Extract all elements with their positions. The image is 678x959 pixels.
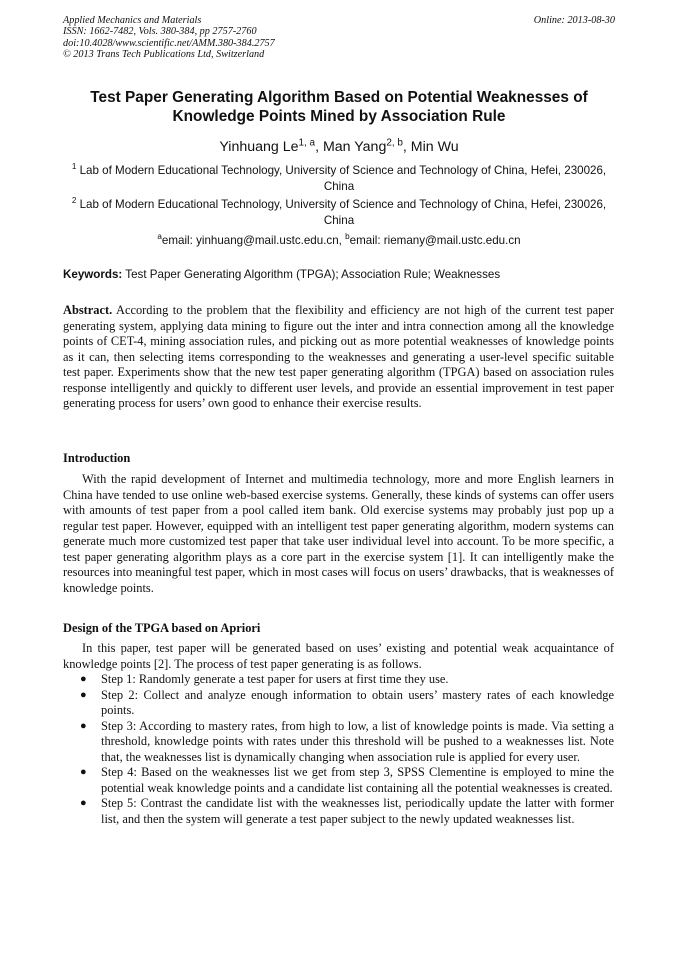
step-text: Step 4: Based on the weaknesses list we get from step 3, SPSS Clementine is employed to mine the potential weak knowledge points and a candidate list containing all the potential weaknesses is created. bbox=[101, 765, 614, 795]
bullet-icon: ● bbox=[80, 719, 87, 732]
affiliation-sup: 2 bbox=[71, 196, 77, 206]
introduction-paragraph: With the rapid development of Internet and multimedia technology, more and more English learners in China have tended to use online web-based exercise systems. Generally, these kinds of systems can offer users with amounts of test paper from a pool called item bank. Old exercise systems may probably just pop up a regular test paper. However, equipped with an intelligent test paper generating algorithm, modern systems can generate much more customized test paper that take user individual level into account. To be more specific, a test paper generating algorithm plays as a core part in the exercise system [1]. It can intelligently make the resources into meaningful test paper, which in most cases will focus on users’ drawbacks, that is weaknesses of knowledge points. bbox=[63, 472, 614, 595]
affiliation-sup: 1 bbox=[71, 162, 77, 172]
step-text: Step 3: According to mastery rates, from high to low, a list of knowledge points is made. Via setting a threshold, knowledge points with rates under this threshold will be pushed to a weaknesses list. Note that, the weaknesses list is dynamically changing when association rule is applied for every user. bbox=[101, 718, 614, 764]
keywords-text: Test Paper Generating Algorithm (TPGA); Association Rule; Weaknesses bbox=[125, 268, 501, 281]
author-name: Yinhuang Le bbox=[219, 139, 299, 155]
email-text: email: riemany@mail.ustc.edu.cn bbox=[349, 234, 521, 247]
author-name: Man Yang bbox=[322, 139, 387, 155]
title-line-2: Knowledge Points Mined by Association Rule bbox=[172, 108, 506, 125]
list-item bbox=[63, 688, 614, 719]
email-text: email: yinhuang@mail.ustc.edu.cn bbox=[161, 234, 339, 247]
email-line bbox=[60, 233, 618, 249]
bullet-icon: ● bbox=[80, 766, 87, 778]
section-heading-design: Design of the TPGA based on Apriori bbox=[63, 621, 261, 635]
keywords bbox=[63, 267, 615, 283]
author-sup: 2, b bbox=[386, 137, 403, 149]
title-line-1: Test Paper Generating Algorithm Based on Potential Weaknesses of bbox=[90, 89, 588, 106]
author-name: Min Wu bbox=[410, 139, 459, 155]
list-item bbox=[63, 672, 614, 688]
design-paragraph: In this paper, test paper will be generated based on uses’ existing and potential weak acquaintance of knowledge points [2]. The process of test paper generating is as follows. bbox=[63, 641, 614, 671]
abstract bbox=[63, 303, 614, 412]
doi-line: doi:10.4028/www.scientific.net/AMM.380-384.2757 bbox=[63, 37, 275, 49]
paper-title bbox=[60, 88, 618, 126]
email-sup: b bbox=[345, 232, 350, 242]
bullet-icon: ● bbox=[80, 688, 87, 701]
list-item bbox=[63, 796, 614, 827]
affiliation-text: Lab of Modern Educational Technology, University of Science and Technology of China, Hefei, 230026, China bbox=[79, 164, 607, 193]
keywords-label: Keywords: bbox=[63, 268, 123, 281]
step-text: Step 1: Randomly generate a test paper for users at first time they use. bbox=[101, 672, 449, 686]
list-item bbox=[63, 765, 614, 796]
steps-list bbox=[63, 672, 614, 827]
abstract-text: According to the problem that the flexibility and efficiency are not high of the current test paper generating system, applying data mining to figure out the inter and intra connection among all the knowledge points of CET-4, mining association rules, and picking out as more potential weaknesses of knowledge points as it can, then selecting items corresponding to the weaknesses and generating a user-level specific suitable test paper. Experiments show that the new test paper generating algorithm (TPGA) based on association rules response intelligently and quickly to different user levels, and provide an essential improvement in test paper generating process for users’ own good to enhance their exercise results. bbox=[63, 303, 614, 410]
author-sup: 1, a bbox=[298, 137, 316, 149]
author-separator: , bbox=[315, 139, 323, 155]
abstract-label: Abstract. bbox=[63, 303, 113, 317]
affiliation-2 bbox=[66, 197, 612, 229]
section-heading-introduction: Introduction bbox=[63, 451, 131, 465]
journal-name: Applied Mechanics and Materials bbox=[63, 15, 202, 26]
journal-header bbox=[63, 15, 615, 60]
copyright-line: © 2013 Trans Tech Publications Ltd, Switzerland bbox=[63, 48, 265, 60]
affiliation-1 bbox=[66, 163, 612, 195]
affiliation-text: Lab of Modern Educational Technology, University of Science and Technology of China, Hefei, 230026, China bbox=[79, 198, 607, 227]
issn-line: ISSN: 1662-7482, Vols. 380-384, pp 2757-2760 bbox=[63, 26, 257, 38]
step-text: Step 5: Contrast the candidate list with the weaknesses list, periodically update the latter with former list, and then the system will generate a test paper subject to the newly updated weaknesses list. bbox=[101, 796, 614, 826]
email-sup: a bbox=[157, 232, 162, 242]
list-item bbox=[63, 719, 614, 766]
bullet-icon: ● bbox=[80, 797, 87, 809]
online-date: Online: 2013-08-30 bbox=[533, 15, 615, 26]
author-separator: , bbox=[402, 139, 411, 155]
email-separator: , bbox=[338, 234, 346, 247]
step-text: Step 2: Collect and analyze enough information to obtain users’ mastery rates of each knowledge points. bbox=[101, 687, 614, 717]
author-list bbox=[60, 138, 618, 156]
bullet-icon: ● bbox=[80, 673, 87, 685]
